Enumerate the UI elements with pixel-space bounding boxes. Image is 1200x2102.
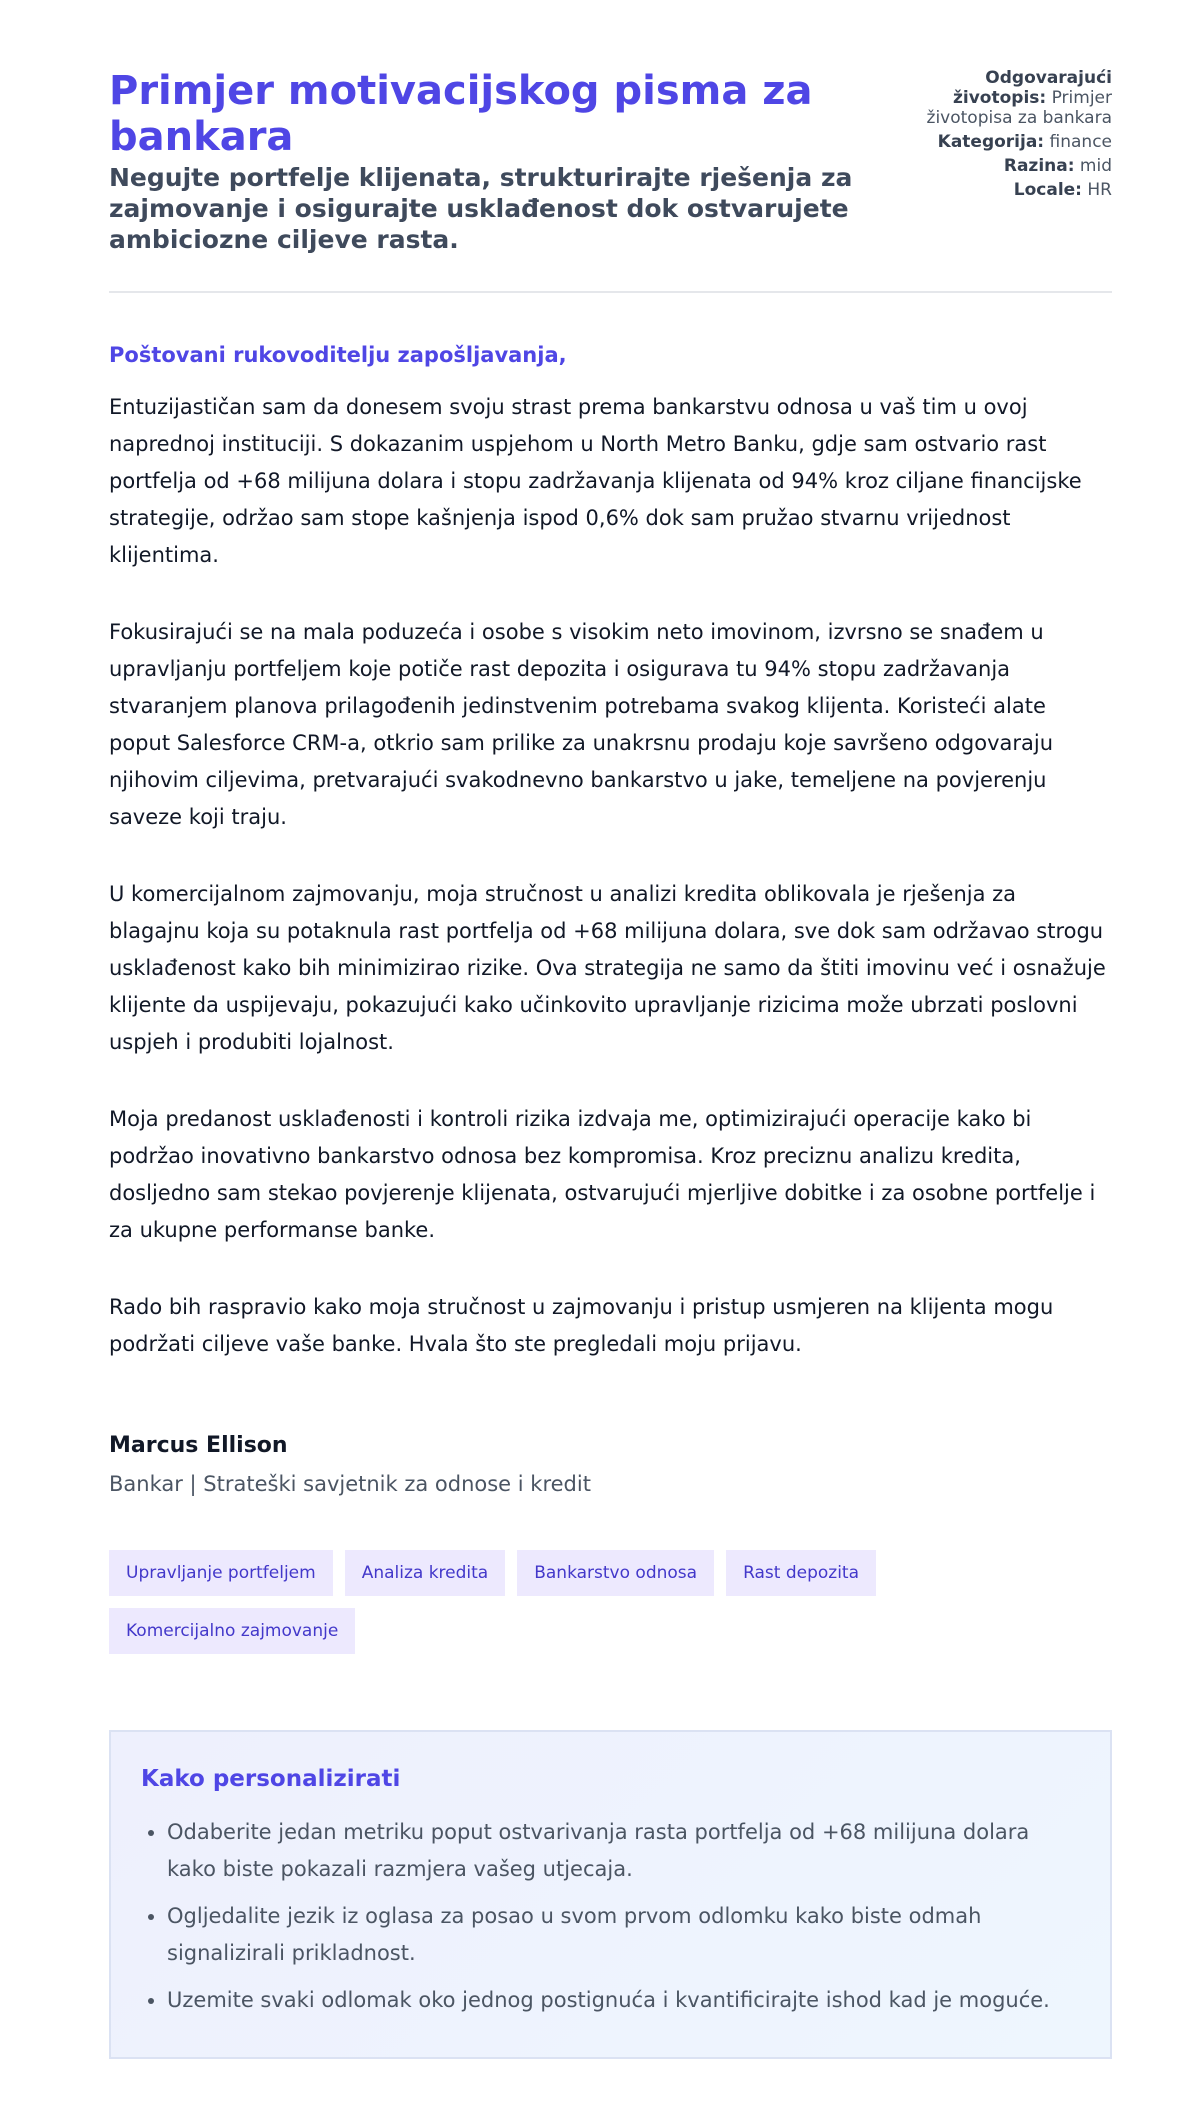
paragraph: Entuzijastičan sam da donesem svoju strast prema bankarstvu odnosa u vaš tim u ovoj naprednoj instituciji. S dokazanim uspjehom u North Metro Banku, gdje sam ostvario rast portfelja od +68 milijuna dolara i stopu zadržavanja klijenata od 94% kroz ciljane financijske strategije, održao sam stope kašnjenja ispod 0,6% dok sam pružao stvarnu vrijednost klijentima. — [109, 395, 1082, 567]
meta-panel — [892, 68, 1112, 255]
paragraph: Moja predanost usklađenosti i kontroli rizika izdvaja me, optimizirajući operacije kako bi podržao inovativno bankarstvo odnosa bez kompromisa. Kroz preciznu analizu kredita, dosljedno sam stekao povjerenje klijenata, ostvarujući mjerljive dobitke i za osobne portfelje i za ukupne performanse banke. — [109, 1107, 1096, 1242]
tag-list — [109, 1550, 929, 1654]
meta-category: Kategorija: finance — [937, 132, 1112, 152]
meta-resume: Odgovarajući životopis: Primjer životopisa za bankara — [926, 68, 1112, 128]
tag: Komercijalno zajmovanje — [109, 1608, 355, 1654]
paragraph: U komercijalnom zajmovanju, moja stručnost u analizi kredita oblikovala je rješenja za blagajnu koja su potaknula rast portfelja od +68 milijuna dolara, sve dok sam održavao strogu usklađenost kako bih minimizirao rizike. Ova strategija ne samo da štiti imovinu već i osnažuje klijente da uspijevaju, pokazujući kako učinkovito upravljanje rizicima može ubrzati poslovni uspjeh i produbiti lojalnost. — [109, 882, 1106, 1054]
tip-item: • Uzemite svaki odlomak oko jednog postignuća i kvantificirajte ishod kad je moguće. — [167, 1982, 1080, 2019]
signature-name: Marcus Ellison — [109, 1433, 288, 1458]
letter-body — [109, 389, 1112, 1363]
page — [109, 68, 1112, 2059]
header — [109, 68, 1112, 293]
salutation: Poštovani rukovoditelju zapošljavanja, — [109, 343, 567, 367]
paragraph: Fokusirajući se na mala poduzeća i osobe s visokim neto imovinom, izvrsno se snađem u upravljanju portfeljem koje potiče rast depozita i osigurava tu 94% stopu zadržavanja stvaranjem planova prilagođenih jedinstvenim potrebama svakog klijenta. Koristeći alate poput Salesforce CRM-a, otkrio sam prilike za unakrsnu prodaju koje savršeno odgovaraju njihovim ciljevima, pretvarajući svakodnevno bankarstvo u jake, temeljene na povjerenju saveze koji traju. — [109, 620, 1054, 829]
tag: Rast depozita — [726, 1550, 876, 1596]
tips-list — [141, 1814, 1080, 2019]
tips-title: Kako personalizirati — [141, 1766, 401, 1792]
paragraph: Rado bih raspravio kako moja stručnost u zajmovanju i pristup usmjeren na klijenta mogu podržati ciljeve vaše banke. Hvala što ste pregledali moju prijavu. — [109, 1295, 1054, 1356]
page-subtitle: Negujte portfelje klijenata, strukturirajte rješenja za zajmovanje i osigurajte usklađenost dok ostvarujete ambiciozne ciljeve rasta. — [109, 163, 853, 254]
meta-level: Razina: mid — [1003, 156, 1112, 176]
tip-item: • Odaberite jedan metriku poput ostvarivanja rasta portfelja od +68 milijuna dolara kako biste pokazali razmjera vašeg utjecaja. — [167, 1814, 1080, 1888]
tips-box — [109, 1730, 1112, 2059]
tip-item: • Ogljedalite jezik iz oglasa za posao u svom prvom odlomku kako biste odmah signalizirali prikladnost. — [167, 1898, 1080, 1972]
signature-role: Bankar | Strateški savjetnik za odnose i kredit — [109, 1472, 591, 1496]
meta-locale: Locale: HR — [1013, 180, 1112, 200]
tag: Analiza kredita — [345, 1550, 506, 1596]
tag: Upravljanje portfeljem — [109, 1550, 333, 1596]
tag: Bankarstvo odnosa — [517, 1550, 714, 1596]
page-title: Primjer motivacijskog pisma za bankara — [109, 68, 813, 160]
